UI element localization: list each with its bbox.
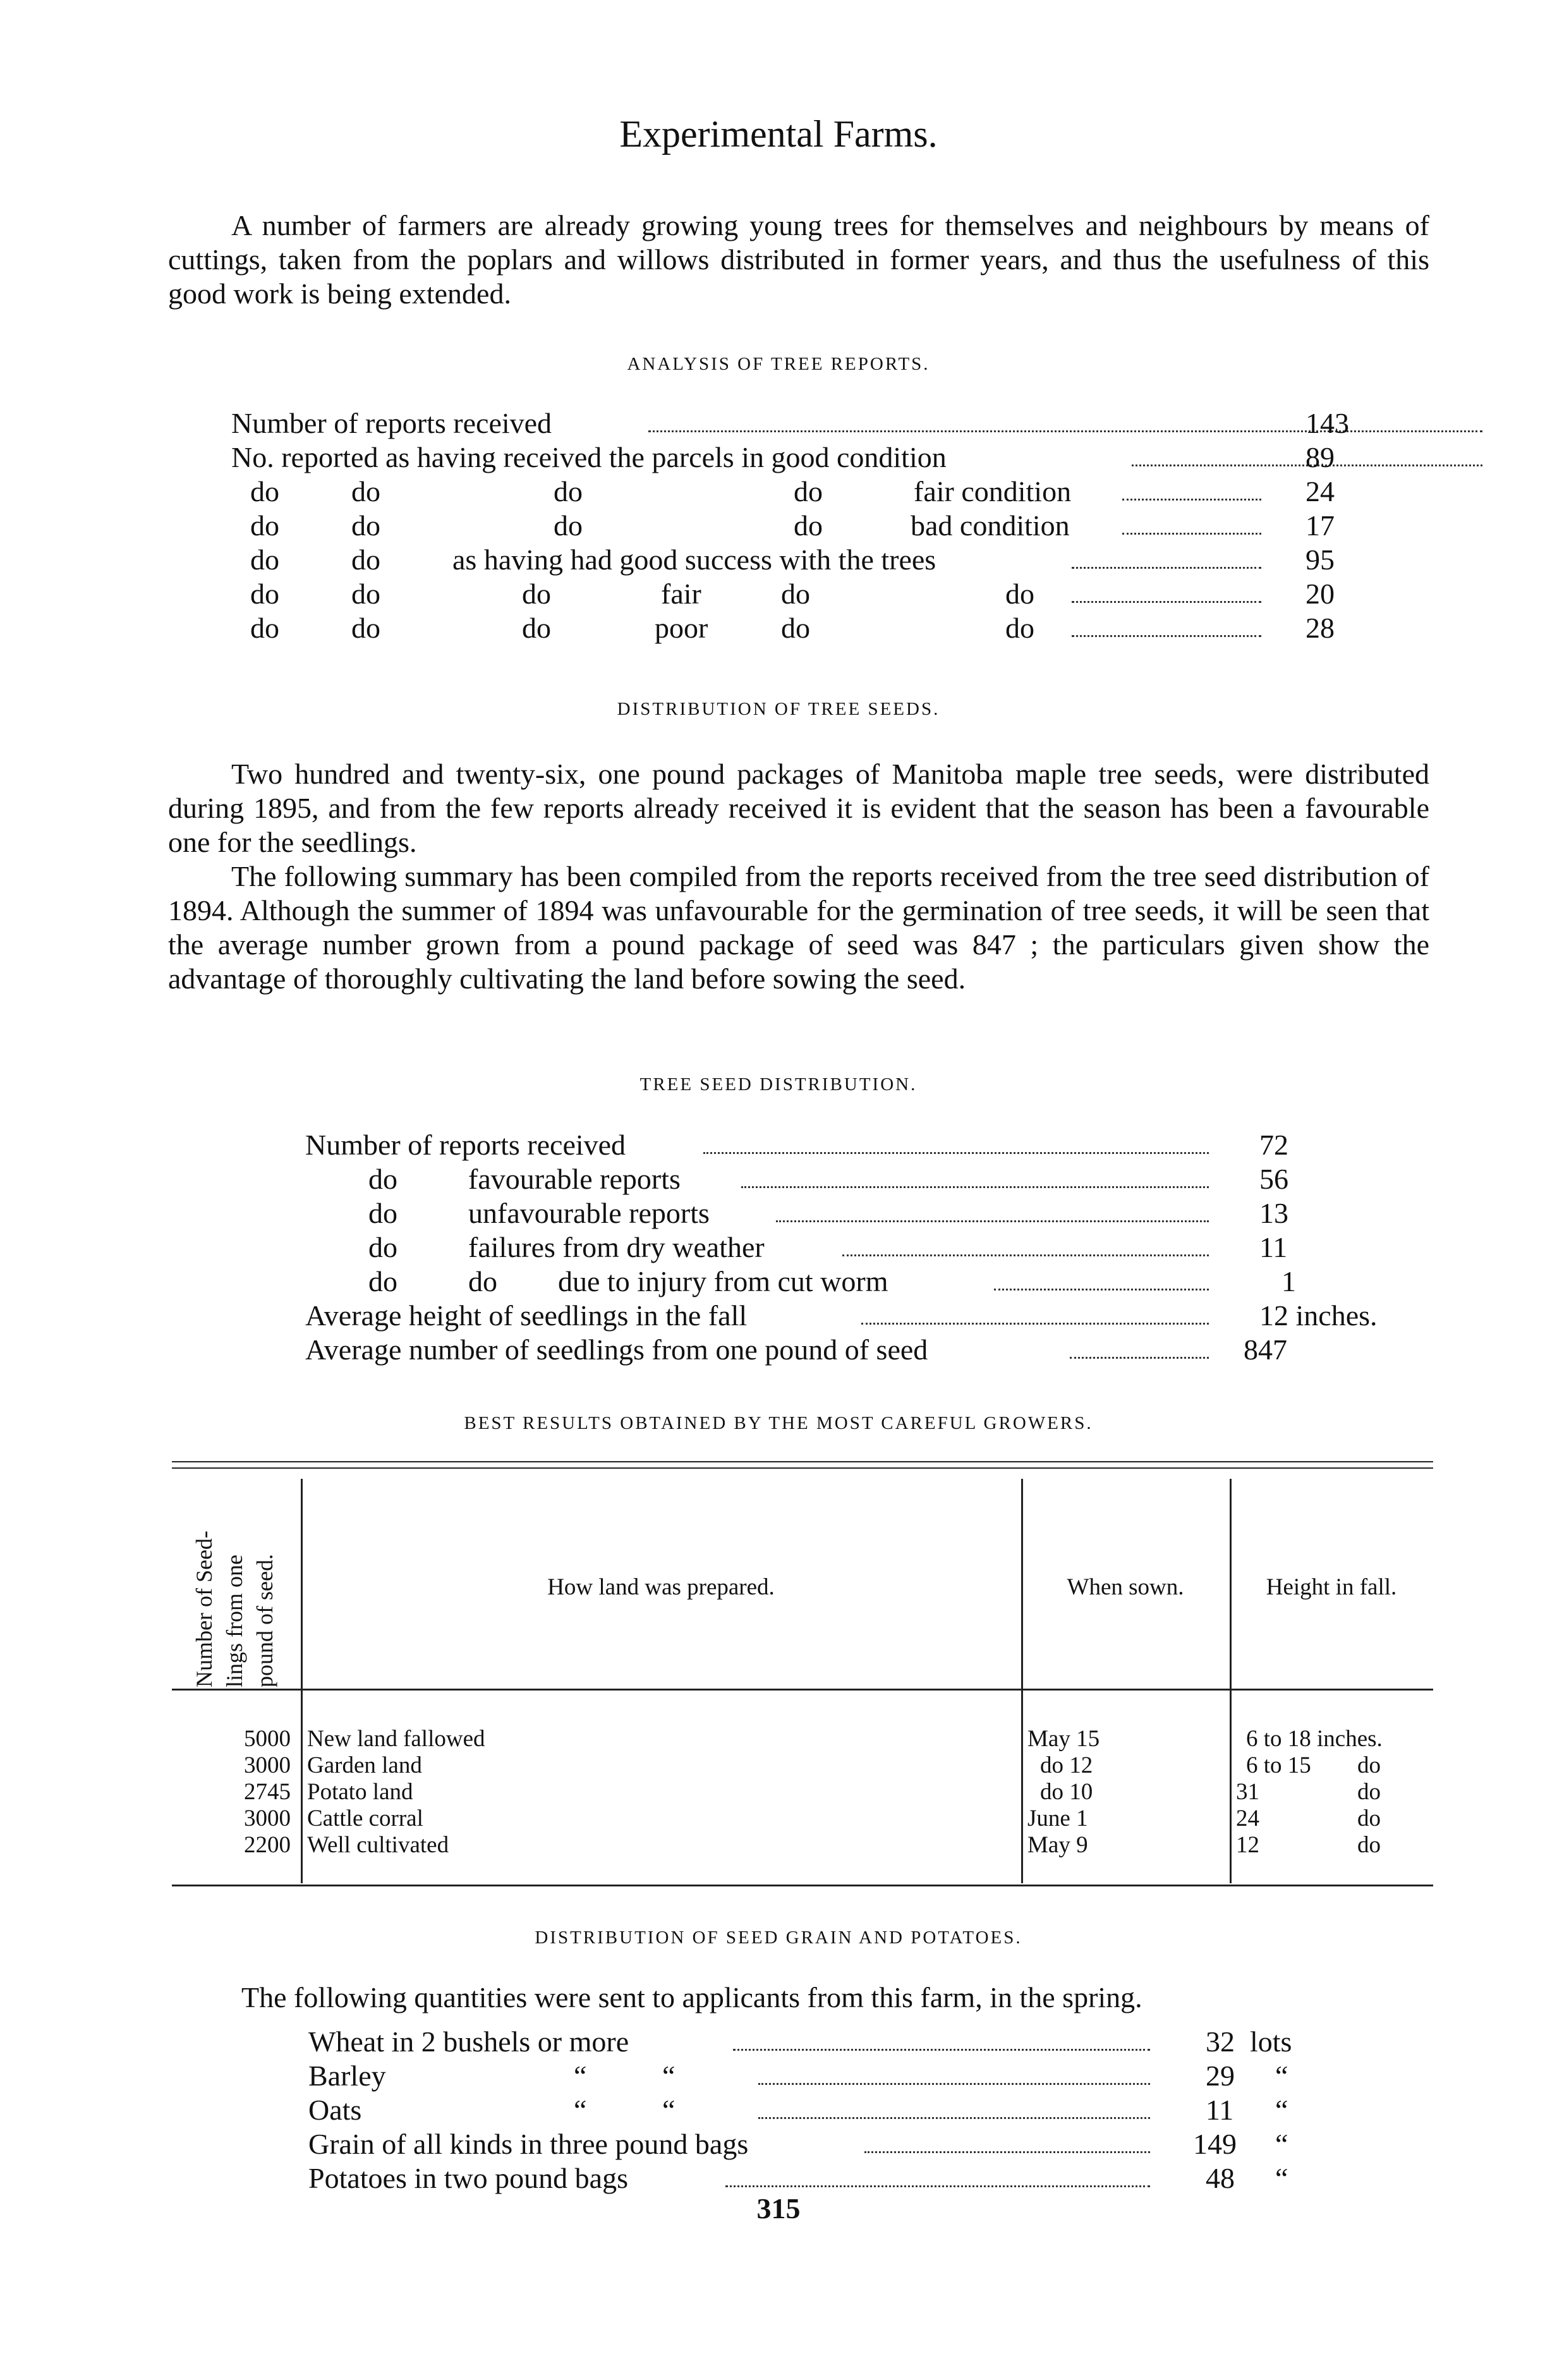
seed-dist-row: Average number of seedlings from one pound of seed 847 <box>305 1333 1287 1366</box>
seed-dist-row: do failures from dry weather 11 <box>368 1231 1288 1263</box>
tree-seeds-para-1: Two hundred and twenty-six, one pound packages of Manitoba maple tree seeds, were distributed during 1895, and from the few reports already received it is evident that the season has been a favourable one for the seedlings. <box>168 758 1429 858</box>
tree-seeds-para-2: The following summary has been compiled from the reports received from the tree seed distribution of 1894. Although the summer of 1894 was unfavourable for the germination of tree seeds, it will be seen that the average number grown from a pound package of seed was 847 ; the particulars given show the advantage of thoroughly cultivating the land before sowing the seed. <box>168 860 1429 995</box>
grain-row: Wheat in 2 bushels or more 32 lots <box>308 2025 1292 2058</box>
analysis-row: do do do do bad condition 17 <box>250 509 1335 542</box>
intro-paragraph <box>168 209 1429 311</box>
table-col-divider <box>1230 1479 1232 1883</box>
intro-text: A number of farmers are already growing young trees for themselves and neighbours by means of cuttings, taken from the poplars and willows distributed in former years, and thus the usefulness of this good work is being extended. <box>168 209 1429 310</box>
col-header-height: Height in fall. <box>1266 1574 1397 1600</box>
table-header-rule <box>172 1689 1433 1691</box>
seed-dist-row: Number of reports received 72 <box>305 1129 1288 1161</box>
col-header-sown: When sown. <box>1067 1574 1184 1600</box>
grain-heading: DISTRIBUTION OF SEED GRAIN AND POTATOES. <box>535 1928 1022 1948</box>
table-col-divider <box>1021 1479 1023 1883</box>
grain-row: Potatoes in two pound bags 48 “ <box>308 2162 1288 2194</box>
grain-row: Barley “ “ 29 “ <box>308 2060 1288 2092</box>
col-header-seedlings: Number of Seed- lings from one pound of seed. <box>191 1531 277 1687</box>
document-page: Experimental Farms. A number of farmers are already growing young trees for themselves and neighbours by means of cuttings, taken from the poplars and willows distributed in former years, and thus the usefulness of this good work is being extended. ANALYSIS OF TREE REPORTS. Number of reports received 143 No. reported as having received the parcels in good condition 89 do do do do fair condition 24 do do do do bad condition 17 do do as having had good success with the trees 95 do do do fair do do 20 do do do poor do do 28 DISTRIBUTION OF TREE SEEDS. Two hundred and twenty-six, one pound packages of Manitoba maple tree seeds, were distributed during 1895, and from the few reports already received it is evident that the season has been a favourable one for the seedlings. The following summary has been compiled from the reports received from the tree seed distribution of 1894. Although the summer of 1894 was unfavourable for the germination of tree seeds, it will be seen that the average number grown from a pound package of seed was 847 ; the particulars given show the advantage of thoroughly cultivating the land before sowing the seed. TREE SEED DISTRIBUTION. Number of reports received 72 do favourable reports 56 do unfavourable reports 13 do failures from dry weather 11 do do due to injury from cut worm 1 Average height of seedlings in the fall 12 inches. Average number of seedlings from one pound of seed 847 BEST RESULTS OBTAINED BY THE MOST CAREFUL GROWERS. Number of Seed- lings from one pound of seed. How land was prepared. When sown. Height in fall. 5000 New land fallowed May 15 6 to 18 inches. 3000 Garden land do 12 6 to 15 do 2745 Potato land do 10 31 do 3000 Cattle corral June 1 24 do 2200 Well cultivated May 9 12 do DISTRIBUTION OF SEED GRAIN AND POTATOES. The following quantities were sent to applicants from this farm, in the spring. Wheat in 2 bushels or more 32 lots Barley “ “ 29 “ Oats “ “ 11 “ Grain of all kinds in three pound bags 149 “ Potatoes in two pound bags 48 “ 315 <box>0 0 1557 2380</box>
seed-dist-heading: TREE SEED DISTRIBUTION. <box>639 1074 918 1095</box>
best-results-heading: BEST RESULTS OBTAINED BY THE MOST CAREFUL GROWERS. <box>464 1413 1093 1433</box>
analysis-row: Number of reports received 143 <box>231 406 1360 440</box>
table-top-rule-2 <box>172 1467 1433 1469</box>
analysis-row: do do do do fair condition 24 <box>250 475 1335 507</box>
grain-row: Grain of all kinds in three pound bags 149 “ <box>308 2128 1288 2160</box>
analysis-row: No. reported as having received the parcels in good condition 89 <box>231 440 1360 475</box>
col-header-land: How land was prepared. <box>547 1574 775 1600</box>
tree-seeds-heading: DISTRIBUTION OF TREE SEEDS. <box>617 699 940 719</box>
analysis-heading: ANALYSIS OF TREE REPORTS. <box>627 354 930 374</box>
seed-dist-row: do do due to injury from cut worm 1 <box>368 1265 1296 1297</box>
analysis-row: do do do poor do do 28 <box>250 612 1335 644</box>
table-col-divider <box>301 1479 303 1883</box>
analysis-row: do do do fair do do 20 <box>250 578 1335 610</box>
tree-seeds-paragraphs <box>168 757 1429 996</box>
table-top-rule <box>172 1461 1433 1462</box>
seed-dist-row: do favourable reports 56 <box>368 1163 1288 1195</box>
grain-row: Oats “ “ 11 “ <box>308 2094 1288 2126</box>
table-bottom-rule <box>172 1885 1433 1886</box>
analysis-row: do do as having had good success with the trees 95 <box>250 543 1335 576</box>
page-title: Experimental Farms. <box>619 113 938 155</box>
page-number: 315 <box>756 2192 801 2225</box>
seed-dist-row: Average height of seedlings in the fall 12 inches. <box>305 1299 1378 1332</box>
grain-intro: The following quantities were sent to applicants from this farm, in the spring. <box>241 1981 1142 2013</box>
seed-dist-row: do unfavourable reports 13 <box>368 1197 1288 1229</box>
